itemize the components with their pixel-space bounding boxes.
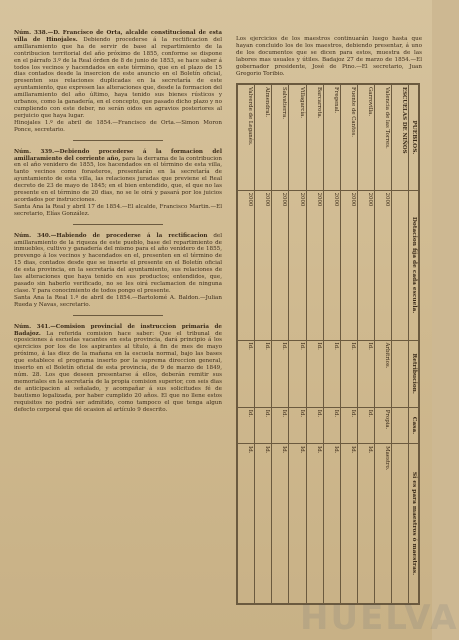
exam-notice-continuation: Los ejercicios de los maestros continuarán luego hasta que hayan concluido los de los maestros, debiendo presentar, á uno de los documentos que se dicen para estos, muestra de las labores mas usuales y útiles. Badajoz 27 de marzo de 1854.—El gobernador presidente, José de Pino.—El secretario, Juan Gregorio Toribio. xyxy=(236,36,422,77)
table-row xyxy=(306,85,323,604)
divider xyxy=(73,224,163,225)
column-header: Dotacion fija de cada escuela. xyxy=(409,191,419,341)
table-cell: Id. xyxy=(289,408,306,444)
table-cell: 2000 xyxy=(255,191,272,341)
table-cell: Id. xyxy=(340,340,357,407)
table-cell: Garrovilla. xyxy=(357,85,374,191)
table-cell: Maestro. xyxy=(375,444,392,604)
table-cell: Almendral. xyxy=(255,85,272,191)
table-cell: Villagarcía. xyxy=(289,85,306,191)
table-cell: Id. xyxy=(340,408,357,444)
notice-heading: Núm. 338.—D. Francisco de Orta, alcalde constitucional de esta villa de Hinojales. xyxy=(14,30,222,43)
column-header: PUEBLOS. xyxy=(409,85,419,191)
table-cell: Id. xyxy=(357,408,374,444)
table-cell: Fregenal. xyxy=(323,85,340,191)
watermark-text: HUELVA xyxy=(300,598,459,638)
table-cell: Id. xyxy=(289,340,306,407)
table-row xyxy=(272,85,289,604)
table-cell: Valverde de Leganés. xyxy=(238,85,255,191)
table-cell: Id. xyxy=(289,444,306,604)
table-cell: Valencia de las Torres. xyxy=(375,85,392,191)
table-cell: Id. xyxy=(306,444,323,604)
table-cell xyxy=(392,340,409,407)
table-row xyxy=(323,85,340,604)
table-cell: Id. xyxy=(238,444,255,604)
notice-340 xyxy=(14,233,222,309)
table-cell: Id. xyxy=(306,340,323,407)
notice-signature: Santa Ana la Real y abril 17 de 1854.—El alcalde, Francisco Martin.—El secretario, Elías González. xyxy=(14,203,222,217)
table-cell xyxy=(392,191,409,341)
table-cell: Id. xyxy=(357,444,374,604)
table-header-row xyxy=(409,85,419,604)
table-cell: Id. xyxy=(272,444,289,604)
notice-signature: Santa Ana la Real 1.º de abril de 1854.—Bartolomé A. Baldon.—Julian Rueda y Navas, secretario. xyxy=(14,294,222,308)
table-cell: 2000 xyxy=(375,191,392,341)
schools-table-frame xyxy=(236,83,420,605)
table-cell: Fuente de Cantos. xyxy=(340,85,357,191)
notice-body: La referida comision hace saber: Que el tribunal de oposiciones á escuelas vacantes en esta provincia, dará principio á los ejercicios por los de los aspirantes al título, á fin de mes de mayo próximo, á las diez de la mañana en la escuela normal, bajo las bases que establece el programa inserto por la suprema direccion general, inserto en el Boletín oficial de esta provincia, de 9 de marzo de 1849, núm. 28. Los que deseen presentarse á ellos, deberán remitir sus memoriales en la secretaría de la propia comision superior, con seis dias de anticipacion al señalado, y acompañar á sus solicitudes fé de bautismo legalizada, por haber cumplido 20 años. El que no llene estos requisitos no podrá ser admitido, como tampoco el que tenga algun defecto corporal que dé ocasion al artículo 9 descrito. xyxy=(14,330,222,413)
divider xyxy=(73,140,163,141)
table-cell: Id. xyxy=(238,408,255,444)
notice-body: para la derrama de la contribucion en el año venidero de 1855, los hacendados en el término de esta villa, tanto vecinos como forasteros, presentarán en la secretaría de ayuntamiento de esta villa, las relaciones juradas que previene el Real decreto de 23 de mayo de 1845; en el bien entendido, que, el que no las presente en el término de 20 dias, no se le oirá y pasará por los juicios acordados por instrucciones. xyxy=(14,155,223,203)
table-cell: ESCUELAS DE NIÑOS xyxy=(392,85,409,191)
schools-table xyxy=(237,84,419,604)
table-row xyxy=(375,85,392,604)
notice-signature: Hinojales 1.º de abril de 1854.—Francisco de Orta.—Simon Moron Ponce, secretario. xyxy=(14,119,222,133)
table-cell: Id. xyxy=(272,408,289,444)
table-cell: Id. xyxy=(357,340,374,407)
table-cell: 2000 xyxy=(238,191,255,341)
table-cell xyxy=(392,444,409,604)
notice-body: Debiendo procederse á la rectificacion del amillaramiento que ha de servir de base al repartimiento de la contribucion territorial del año próximo de 1855, conforme se dispone en el párrafo 3.º de la Real órden de 8 de junio de 1853, se hace saber á todos los vecinos y hacendados en este término, que en el plazo de 15 dias contados desde la insercion de este anuncio en el Boletín oficial, presenten sus relaciones duplicadas en la secretaría de este ayuntamiento, que expresen las alteraciones que, desde la formacion del amillaramiento del año último, haya tenido sus bienes rústicos y urbanos, como la ganadería, en el concepto, que pasado dicho plazo y no cumpliendo con este deber, no serán oidos en agravios posteriores al perjuicio que haya lugar. xyxy=(14,36,222,119)
notice-341 xyxy=(14,324,222,414)
table-row xyxy=(392,85,409,604)
notice-heading: Núm. 340.—Habiendo de procederse á la rectificacion xyxy=(14,232,208,239)
table-cell: Id. xyxy=(272,340,289,407)
table-cell: Id. xyxy=(255,444,272,604)
left-column xyxy=(14,30,222,630)
table-cell: 2000 xyxy=(272,191,289,341)
table-cell: 2000 xyxy=(340,191,357,341)
notice-heading: Núm. 339.—Debiendo procederse á la formacion del amillaramiento del corriente año, xyxy=(14,148,222,162)
table-body xyxy=(238,85,409,604)
table-cell: Id. xyxy=(340,444,357,604)
table-row xyxy=(289,85,306,604)
table-row xyxy=(340,85,357,604)
notice-heading: Núm. 341.—Comision provincial de instruccion primaria de Badajoz. xyxy=(14,323,222,337)
table-cell: Barcarrota. xyxy=(306,85,323,191)
table-cell: 2000 xyxy=(289,191,306,341)
table-cell: Id. xyxy=(323,444,340,604)
table-cell: Id. xyxy=(323,340,340,407)
table-cell: Propia. xyxy=(375,408,392,444)
schools-table-rotated xyxy=(237,84,419,604)
column-header: Si es para maestros ó maestras. xyxy=(409,444,419,604)
table-row xyxy=(238,85,255,604)
table-cell: Id. xyxy=(306,408,323,444)
table-cell: 2000 xyxy=(306,191,323,341)
table-cell xyxy=(392,408,409,444)
notice-body: del amillaramiento de la riqueza de este pueblo, base del repartimiento de inmuebles, cultivo y ganadería del mismo para el año venidero de 1855, prevengo á los vecinos y hacendados en el, presenten en el término de 15 dias, contados desde que se inserte el presente en el Boletín oficial de esta provincia, en la secretaría del ayuntamiento, sus relaciones de las alteraciones que haya tenido en sus productos; entendidos, que, pasado sin haberlo verificado, no se les oirá reclamacion de ninguna clase. Y para conocimiento de todos pongo el presente. xyxy=(14,232,223,294)
table-cell: Id. xyxy=(255,340,272,407)
table-cell: Id. xyxy=(238,340,255,407)
table-row xyxy=(255,85,272,604)
notice-339 xyxy=(14,149,222,218)
column-header: Casa. xyxy=(409,408,419,444)
table-cell: Id. xyxy=(255,408,272,444)
table-cell: Salvatierra. xyxy=(272,85,289,191)
table-cell: 2000 xyxy=(357,191,374,341)
table-row xyxy=(357,85,374,604)
column-header: Retribucion. xyxy=(409,340,419,407)
right-column xyxy=(236,36,422,636)
notice-338 xyxy=(14,30,222,134)
table-cell: 2000 xyxy=(323,191,340,341)
table-cell: Id. xyxy=(323,408,340,444)
divider xyxy=(73,315,163,316)
table-cell: Arbitrios. xyxy=(375,340,392,407)
